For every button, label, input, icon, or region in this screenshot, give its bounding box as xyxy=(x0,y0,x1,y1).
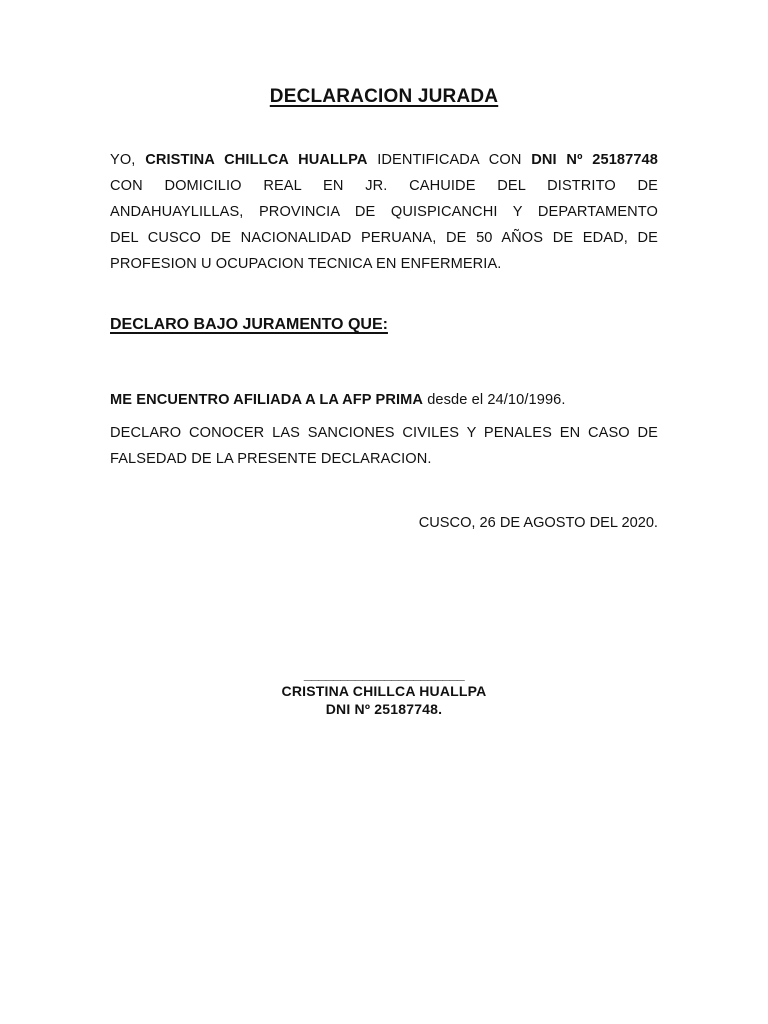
declarant-name: CRISTINA CHILLCA HUALLPA xyxy=(145,152,368,168)
declarant-dni: DNI Nº 25187748 xyxy=(531,152,658,168)
signature-name: CRISTINA CHILLCA HUALLPA xyxy=(281,683,487,699)
sanctions-paragraph xyxy=(110,420,658,472)
sanctions-line-1: DECLARO CONOCER LAS SANCIONES CIVILES Y PENALES EN CASO DE xyxy=(110,425,658,441)
intro-line-3: ANDAHUAYLILLAS, PROVINCIA DE QUISPICANCHI Y DEPARTAMENTO xyxy=(110,204,658,220)
document-title-text: DECLARACION JURADA xyxy=(269,86,499,107)
intro-prefix: YO, xyxy=(110,152,146,168)
intro-line-5: PROFESION U OCUPACION TECNICA EN ENFERMERIA. xyxy=(110,256,502,272)
document-title xyxy=(0,86,768,108)
affiliation-date: desde el 24/10/1996. xyxy=(423,392,566,408)
signature-line: ______________________ xyxy=(303,666,465,682)
declaration-heading: DECLARO BAJO JURAMENTO QUE: xyxy=(110,316,388,333)
date-line: CUSCO, 26 DE AGOSTO DEL 2020. xyxy=(418,515,658,531)
intro-line-2: CON DOMICILIO REAL EN JR. CAHUIDE DEL DISTRITO DE xyxy=(110,178,658,194)
intro-paragraph xyxy=(110,147,658,277)
signature-dni: DNI Nº 25187748. xyxy=(325,701,443,717)
signature-block xyxy=(0,666,768,718)
intro-line-4: DEL CUSCO DE NACIONALIDAD PERUANA, DE 50 AÑOS DE EDAD, DE xyxy=(110,230,658,246)
affiliation-statement: ME ENCUENTRO AFILIADA A LA AFP PRIMA xyxy=(110,392,424,408)
intro-mid: IDENTIFICADA CON xyxy=(367,152,532,168)
sanctions-line-2: FALSEDAD DE LA PRESENTE DECLARACION. xyxy=(110,451,432,467)
intro-line-1 xyxy=(110,147,658,173)
affiliation-paragraph xyxy=(110,387,658,413)
